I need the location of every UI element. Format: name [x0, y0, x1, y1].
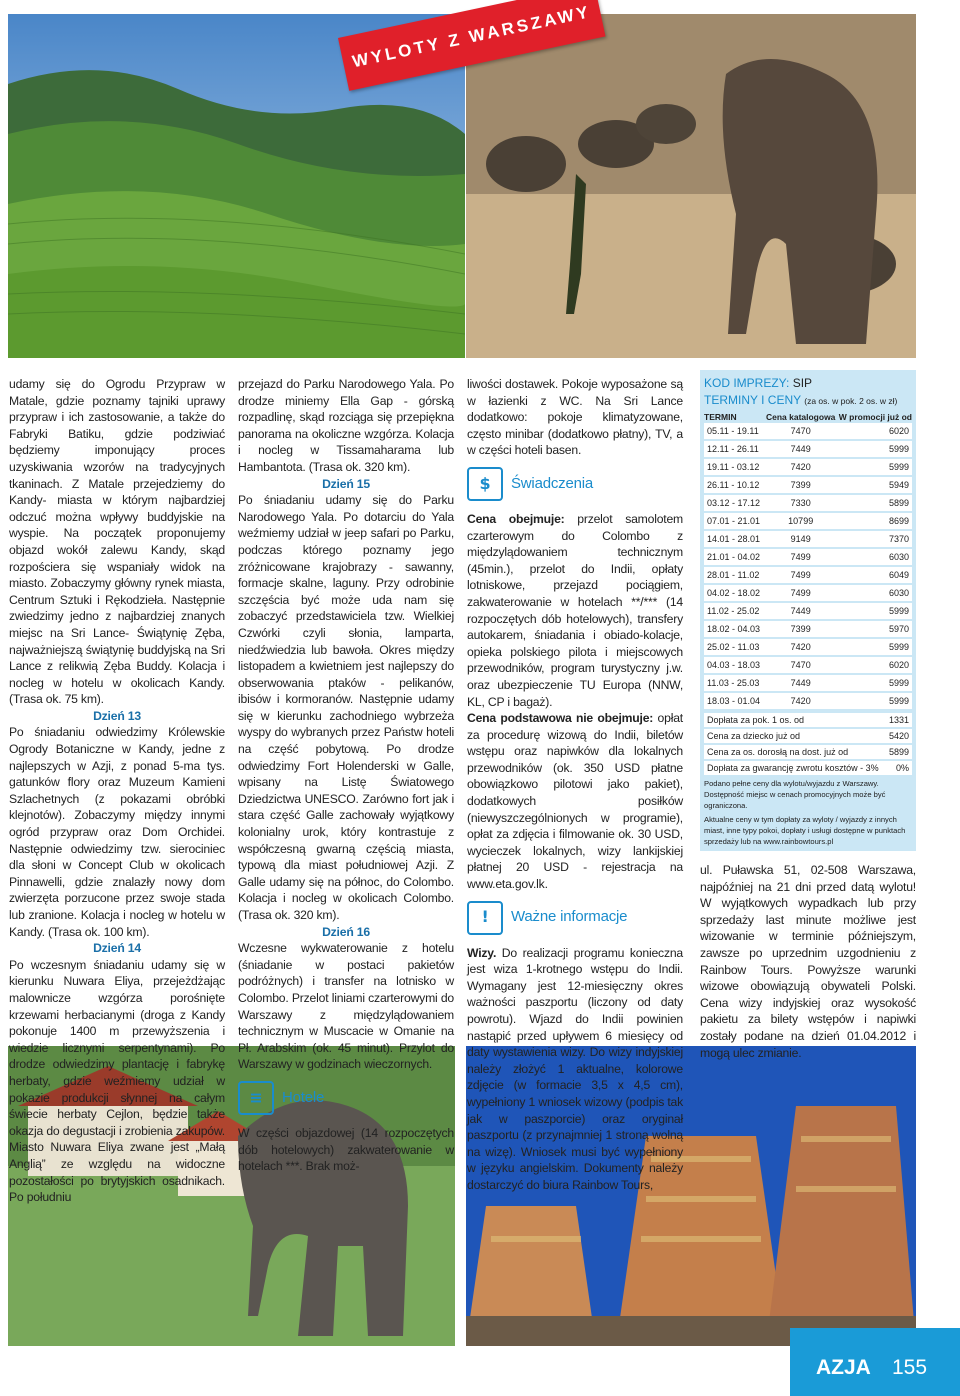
- paragraph-lead: Cena obejmuje:: [467, 511, 565, 526]
- price-row: [704, 476, 912, 494]
- term-date: 21.01 - 04.02: [704, 548, 765, 566]
- promo-price: 6020: [837, 423, 913, 440]
- price-table-header-promo: W promocji już od: [838, 412, 912, 422]
- section-title: Ważne informacje: [511, 908, 628, 926]
- catalog-price: 7470: [765, 423, 837, 440]
- paragraph-body: Do realizacji programu konieczna jest wiza 1-krotnego wstępu do Indii. Wymagany jest 12-miesięczny okres ważności paszportu (liczony od daty powrotu). Wjazd do Indii powinien nastąpić przed upływem 6 miesięcy od daty wystawienia wizy. Do wizy indyjskiej należy złożyć 1 aktualne, kolorowe zdjęcie (w formacie 3,5 x 4,5 cm), wypełniony 1 wniosek wizowy (podpis tak jak w paszporcie) oraz oryginał paszportu (z przynajmniej 1 stroną wolną na wizę). Wniosek musi być wypełniony w języku angielskim. Dokumenty należy dostarczyć do biura Rainbow Tours,: [467, 945, 683, 1192]
- surcharge-value: 0%: [895, 763, 909, 773]
- day-heading: Dzień 13: [93, 708, 141, 723]
- price-note-1: Podano pełne ceny dla wylotu/wyjazdu z Warszawy. Dostępność miejsc w cenach promocyjnych może być ograniczona.: [704, 779, 886, 810]
- term-date: 07.01 - 21.01: [704, 512, 765, 530]
- term-date: 19.11 - 03.12: [704, 458, 765, 476]
- term-date: 18.03 - 01.04: [704, 692, 765, 710]
- surcharge-label: Dopłata za pok. 1 os. od: [707, 715, 805, 725]
- price-row: [704, 530, 912, 548]
- promo-price: 6049: [837, 566, 913, 584]
- section-heading: [467, 901, 683, 935]
- term-date: 11.03 - 25.03: [704, 674, 765, 692]
- section-label: AZJA: [816, 1356, 871, 1379]
- term-date: 05.11 - 19.11: [704, 423, 765, 440]
- paragraph: [467, 710, 683, 893]
- visa-info-continued: ul. Puławska 51, 02-508 Warszawa, najpóźniej na 21 dni przed datą wylotu! W wyjątkowych wypadkach lub przy sprzedaży last minute możliwe jest wizowanie w terminie późniejszym, zawsze po uprzednim uzgodnieniu z Rainbow Tours. Powyższe warunki wizowe obowiązują obywateli Polski. Cena wizy indyjskiej oraz wysokość pakietu za bilety wstępów i napiwki zostały podane na dzień 01.04.2012 i mogą ulec zmianie.: [700, 863, 916, 1060]
- surcharge-label: Dopłata za gwarancję zwrotu kosztów - 3%: [707, 763, 879, 773]
- price-row: [704, 494, 912, 512]
- paragraph-body: opłat za procedurę wizową do Indii, biletów wstępu oraz napiwków dla lokalnych przewodników (ok. 350 USD płatne obowiązkowo pilotowi jako pakiet), dodatkowych posiłków (niewyszczególnionych w programie), opłat za zdjęcia i filmowanie ok. 30 USD, wycieczek lokalnych, wizy lankijskiej płatnej 20 USD - rejestracja na www.eta.gov.lk.: [467, 711, 683, 892]
- catalog-price: 7399: [765, 620, 837, 638]
- promo-price: 5999: [837, 440, 913, 458]
- promo-price: 5970: [837, 620, 913, 638]
- promo-price: 5999: [837, 638, 913, 656]
- paragraph: Wczesne wykwaterowanie z hotelu (śniadanie w postaci pakietów podróżnych) i transfer na lotnisko w Colombo. Przelot liniami czarterowymi do Warszawy z międzylądowaniem technicznym w Muscacie w Omanie na Pł. Arabskim (ok. 45 minut). Przylot do Warszawy w godzinach wieczornych.: [238, 941, 454, 1072]
- paragraph: liwości dostawek. Pokoje wyposażone są w łazienki z WC. Na Sri Lance dodatkowo: pokoje klimatyzowane, często minibar (dodatkowo płatny), TV, a w części hoteli basen.: [467, 377, 683, 458]
- surcharge-row: [704, 713, 912, 727]
- promo-price: 5949: [837, 476, 913, 494]
- price-row: [704, 656, 912, 674]
- price-row: [704, 584, 912, 602]
- surcharge-row: [704, 745, 912, 759]
- promo-price: 6030: [837, 548, 913, 566]
- section-title: Hotele: [282, 1088, 325, 1106]
- text-column-3: [467, 376, 683, 1194]
- price-table: [704, 411, 912, 711]
- price-row: [704, 440, 912, 458]
- catalog-price: 7499: [765, 584, 837, 602]
- term-date: 12.11 - 26.11: [704, 440, 765, 458]
- price-row: [704, 512, 912, 530]
- promo-price: 7370: [837, 530, 913, 548]
- day-heading: Dzień 16: [322, 924, 370, 939]
- page-number: 155: [892, 1356, 928, 1379]
- surcharge-value: 5899: [888, 747, 909, 757]
- price-row: [704, 458, 912, 476]
- paragraph: Po śniadaniu odwiedzimy Królewskie Ogrody Botaniczne w Kandy, jedne z najlepszych w Azji, z ponad 5-ma tys. gatunków flory oraz Muzeum Kamieni Szlachetnych (z pokazami obróbki klejnotów). Zobaczymy między innymi ogród przypraw oraz Dom Orchidei. Następnie odwiedzimy tzw. sierociniec dla słoni w Concept Club w okolicach Pinnawelli, gdzie znalazły nowy dom zwierzęta porzucone przez swoje stada lub zranione. Kolacja i nocleg w hotelu w Kandy. (Trasa ok. 100 km).: [9, 725, 225, 939]
- price-row: [704, 602, 912, 620]
- day-heading: Dzień 14: [93, 941, 141, 956]
- promo-price: 5999: [837, 674, 913, 692]
- paragraph: Po śniadaniu udamy się do Parku Narodowego Yala. Po dotarciu do Yala weźmiemy udział w jeep safari po Parku, podczas którego poznamy jego zróżnicowane krajobrazy - sawanny, formacje skalne, laguny. Przy odrobinie szczęścia być może uda nam się zobaczyć przedstawiciela tzw. Wielkiej Czwórki czyli słonia, lamparta, niedźwiedzia lub bawoła. Okres między listopadem a kwietniem jest najlepszy do obserwowania ptaków - pelikanów, ibisów i kormoranów. Następnie udamy się w kierunku zachodniego wybrzeża wyspy do wybranych przez Państw hoteli na część pobytową. Po drodze odwiedzimy Fort Holenderski w Galle, wpisany na Listę Światowego Dziedzictwa UNESCO. Zarówno fort jak i stara część Galle zachowały wyjątkowy kolonialny urok, który kontrastuje z współczesną gwarną częścią miasta, typową dla miast południowej Azji. Z Galle udamy się na północ, do Colombo. Kolacja i nocleg w okolicach Colombo. (Trasa ok. 320 km).: [238, 493, 454, 922]
- dollar-icon: $: [467, 467, 503, 501]
- surcharge-label: Cena za dziecko już od: [707, 731, 801, 741]
- catalog-price: 7420: [765, 458, 837, 476]
- price-table-header-catalog: Cena katalogowa: [765, 412, 836, 422]
- promo-price: 6030: [837, 584, 913, 602]
- paragraph: W części objazdowej (14 rozpoczętych dób hotelowych) zakwaterowanie w hotelach ***. Brak moż-: [238, 1125, 454, 1174]
- price-row: [704, 638, 912, 656]
- paragraph: przejazd do Parku Narodowego Yala. Po drodze miniemy Ella Gap - górską rozpadlinę, skąd rozciąga się przepiękna panorama na okoliczne wzgórza. Kolacja i nocleg w Tissamaharama lub Hambantota. (Trasa ok. 320 km).: [238, 377, 454, 474]
- term-date: 25.02 - 11.03: [704, 638, 765, 656]
- term-date: 04.03 - 18.03: [704, 656, 765, 674]
- paragraph: udamy się do Ogrodu Przypraw w Matale, gdzie poznamy tajniki uprawy przypraw i ich zastosowanie, a także do Fabryki Batiku, gdzie podziwiać będziemy imponujący proces uzyskiwania wzorów na tradycyjnych tkaninach. Z Matale przejedziemy do Kandy- miasta w którym najbardziej odczuć można wpływy buddyjskie na wyspie. Na początek proponujemy objazd wokół zalewu Kandy, skąd rozpościera się wspaniały widok na miasto. Zobaczymy główny rynek miasta, Centrum Sztuki i Rękodzieła. Następnie zwiedzimy jedno z najbardziej znanych miejsc na Sri Lance- Świątynię Zęba, najważniejszą świątynię buddyjską na Sri Lance z relikwią Zęba Buddy. Kolacja i nocleg w hotelu w okolicach Kandy. (Trasa ok. 75 km).: [9, 377, 225, 707]
- section-title: Świadczenia: [511, 474, 594, 492]
- price-row: [704, 423, 912, 440]
- surcharge-value: 5420: [888, 731, 909, 741]
- paragraph-lead: Cena podstawowa nie obejmuje:: [467, 711, 654, 726]
- price-row: [704, 548, 912, 566]
- catalog-price: 7420: [765, 638, 837, 656]
- promo-price: 5999: [837, 692, 913, 710]
- term-date: 11.02 - 25.02: [704, 602, 765, 620]
- day-heading: Dzień 15: [322, 476, 370, 491]
- surcharge-label: Cena za os. dorosłą na dost. już od: [707, 747, 849, 757]
- catalog-price: 7420: [765, 692, 837, 710]
- catalog-price: 7499: [765, 566, 837, 584]
- term-date: 26.11 - 10.12: [704, 476, 765, 494]
- photo-elephants-river: [466, 14, 916, 358]
- paragraph: Po wczesnym śniadaniu udamy się w kierunku Nuwara Eliya, przejeżdżając malownicze wzgórza porośnięte krzewami herbacianymi (droga z Kandy pokonuje 1400 m przewyższenia i wiedzie licznymi serpentynami). Po drodze odwiedzimy plantację i fabrykę herbaty, gdzie weźmiemy udział w pokazie produkcji słynnej na całym świecie herbaty Cejlon, będzie także okazja do degustacji i zrobienia zakupów. Miasto Nuwara Eliya zwane jest „Małą Anglią” ze względu na widoczne pozostałości po brytyjskich osadnikach. Po południu: [9, 957, 225, 1205]
- catalog-price: 7399: [765, 476, 837, 494]
- term-date: 28.01 - 11.02: [704, 566, 765, 584]
- price-row: [704, 620, 912, 638]
- info-icon: !: [467, 901, 503, 935]
- price-row: [704, 674, 912, 692]
- paragraph: [467, 945, 683, 1194]
- wyloty-banner: WYLOTY Z WARSZAWY: [338, 0, 606, 91]
- term-date: 03.12 - 17.12: [704, 494, 765, 512]
- catalog-price: 9149: [765, 530, 837, 548]
- surcharge-row: [704, 729, 912, 743]
- catalog-price: 7449: [765, 674, 837, 692]
- section-heading: [238, 1081, 454, 1115]
- catalog-price: 7330: [765, 494, 837, 512]
- text-column-2: [238, 376, 454, 1175]
- price-table-header-term: TERMIN: [704, 412, 737, 422]
- surcharge-value: 1331: [888, 715, 909, 725]
- promo-price: 5999: [837, 602, 913, 620]
- event-code: KOD IMPREZY: SIP: [704, 376, 813, 390]
- term-date: 04.02 - 18.02: [704, 584, 765, 602]
- price-note-2: Aktualne ceny w tym dopłaty za wyloty / wyjazdy z innych miast, inne typy pokoi, dopłaty i usługi dostępne w punktach sprzedaży lub na www.rainbowtours.pl: [704, 815, 906, 846]
- text-column-1: [9, 376, 225, 1206]
- term-date: 18.02 - 04.03: [704, 620, 765, 638]
- price-box: [700, 370, 916, 851]
- term-date: 14.01 - 28.01: [704, 530, 765, 548]
- price-row: [704, 566, 912, 584]
- paragraph: [467, 511, 683, 710]
- promo-price: 6020: [837, 656, 913, 674]
- paragraph-body: przelot samolotem czarterowym do Colombo z międzylądowaniem technicznym (45min.), przelot do Indii, opłaty lotniskowe, przejazd pociągiem, zakwaterowanie w hotelach **/*** (14 rozpoczętych dób hotelowych), transfery autokarem, śniadania i obiado-kolacje, opieka polskiego pilota i miejscowych przewodników, program turystyczny j.w. oraz ubezpieczenie TU Europa (NNW, KL, CP i bagaż).: [467, 511, 683, 709]
- promo-price: 8699: [837, 512, 913, 530]
- price-row: [704, 692, 912, 710]
- catalog-price: 7470: [765, 656, 837, 674]
- paragraph-lead: Wizy.: [467, 945, 497, 960]
- catalog-price: 7499: [765, 548, 837, 566]
- hotel-icon: ≡: [238, 1081, 274, 1115]
- promo-price: 5999: [837, 458, 913, 476]
- promo-price: 5899: [837, 494, 913, 512]
- catalog-price: 7449: [765, 440, 837, 458]
- catalog-price: 7449: [765, 602, 837, 620]
- terms-heading: TERMINY I CENY (za os. w pok. 2 os. w zł): [704, 393, 898, 407]
- section-heading: [467, 467, 683, 501]
- catalog-price: 10799: [765, 512, 837, 530]
- surcharge-row: [704, 761, 912, 775]
